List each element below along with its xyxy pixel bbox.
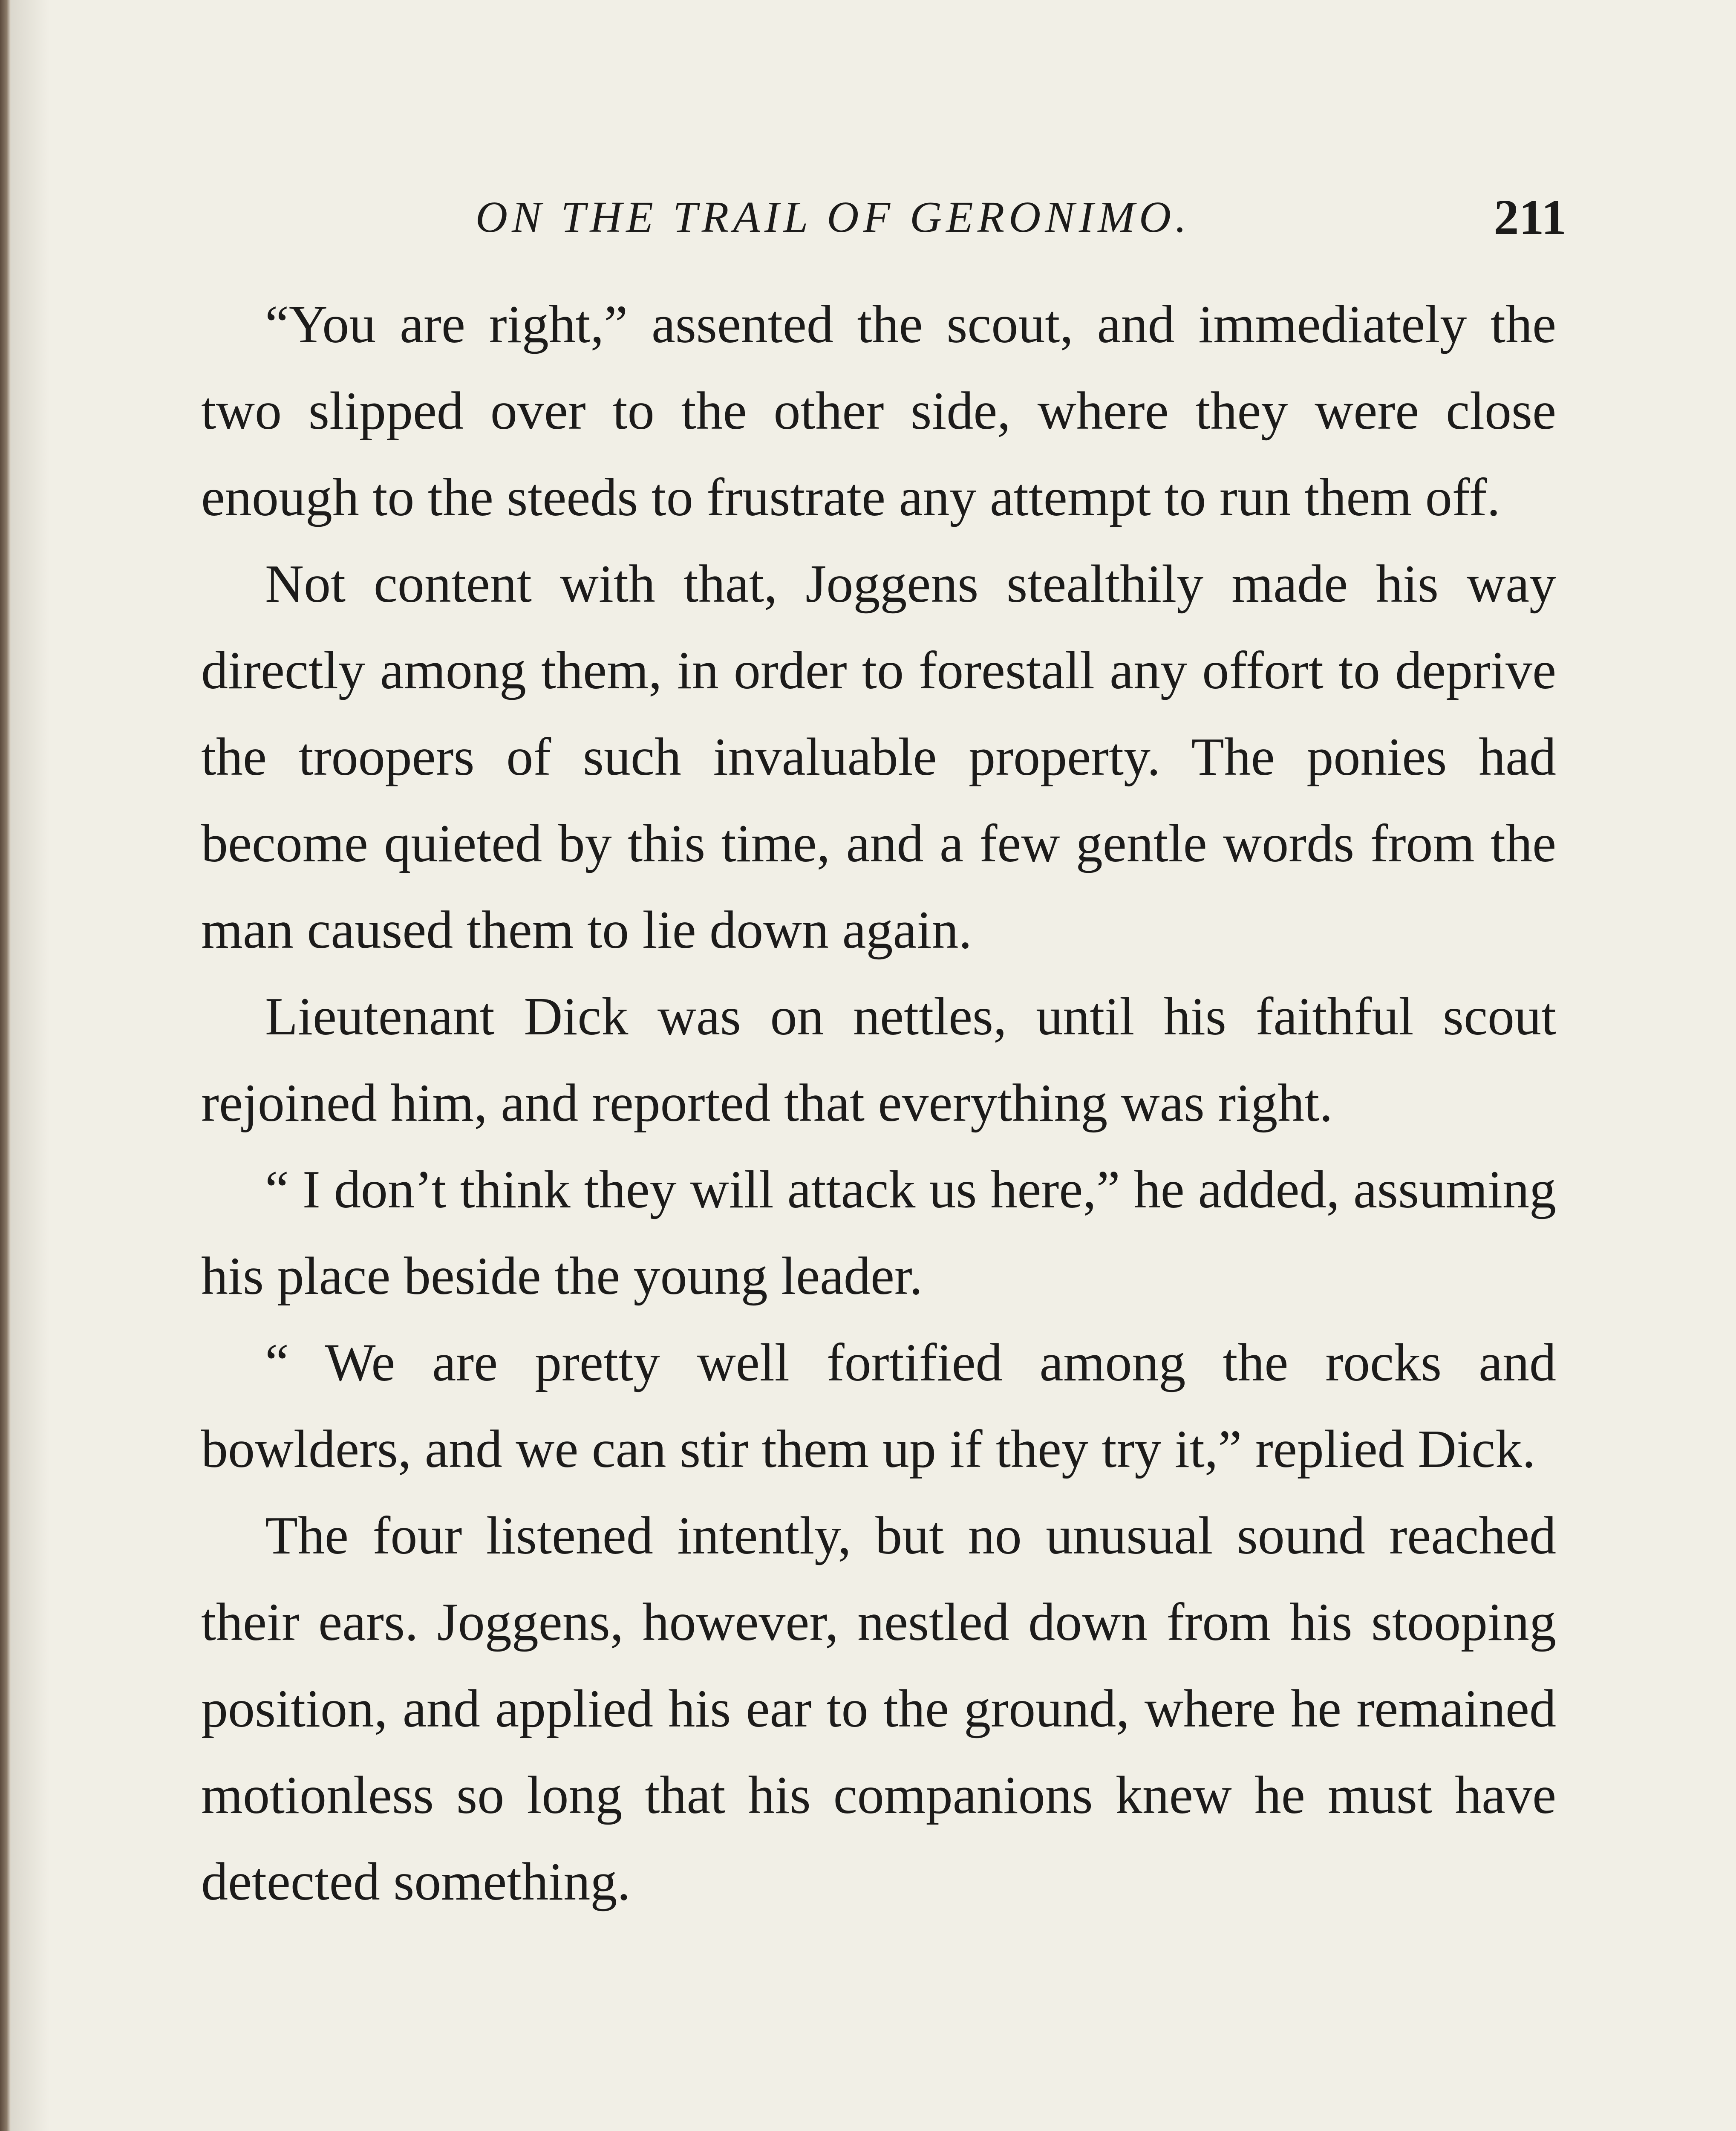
paragraph: Lieutenant Dick was on nettles, until his faithful scout rejoined him, and reported that everything was right. [201,987,1556,1133]
paragraph: “ I don’t think they will attack us here,” he added, assuming his place beside the young leader. [201,1160,1556,1306]
paragraph: Not content with that, Joggens stealthily made his way directly among them, in order to forestall any offort to deprive the troopers of such invaluable property. The ponies had become quieted by this time, and a few gentle words from the man caused them to lie down again. [201,554,1556,960]
paragraph: “You are right,” assented the scout, and immediately the two slipped over to the other side, where they were close enough to the steeds to frustrate any attempt to run them off. [201,295,1556,527]
page-gutter-shadow [11,0,49,2131]
page-header [476,188,1566,247]
page-number: 211 [1494,189,1566,245]
paragraph: “ We are pretty well fortified among the rocks and bowlders, and we can stir them up if they try it,” replied Dick. [201,1333,1556,1479]
book-spine-edge [0,0,11,2131]
body-text [201,281,1556,1925]
paragraph: The four listened intently, but no unusual sound reached their ears. Joggens, however, nestled down from his stooping position, and applied his ear to the ground, where he remained motionless so long that his companions knew he must have detected something. [201,1506,1556,1912]
running-head: ON THE TRAIL OF GERONIMO. [476,193,1191,242]
